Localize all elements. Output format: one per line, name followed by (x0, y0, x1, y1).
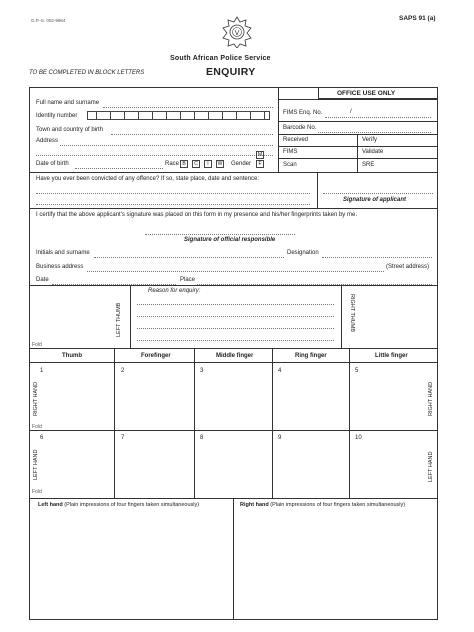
initials-surname-label: Initials and surname (36, 250, 90, 256)
gender-option-m[interactable]: M (257, 152, 263, 158)
finger-cell-4: 4 (278, 368, 282, 374)
barcode-label: Barcode No. (283, 125, 317, 131)
left-hand-impressions-label (38, 502, 199, 509)
verify-label: Verify (362, 137, 378, 143)
full-name-label: Full name and surname (36, 100, 100, 106)
gender-option-f[interactable]: F (256, 160, 264, 168)
signature-applicant-label: Signature of applicant (343, 197, 407, 203)
fold-label-bottom: Fold (32, 489, 42, 495)
finger-header-thumb: Thumb (62, 353, 82, 359)
certification-statement: I certify that the above applicant's signature was placed on this form in my presence and his/her fingerprints taken by me. (36, 212, 357, 218)
left-hand-label-left: LEFT HAND (33, 449, 39, 480)
fold-label-top: Fold (32, 342, 42, 348)
race-option-w[interactable]: W (217, 161, 223, 167)
right-hand-impressions-label (240, 502, 405, 509)
fims-enq-label: FIMS Enq. No. (283, 110, 323, 116)
date-label: Date (36, 277, 49, 283)
reason-label: Reason for enquiry: (148, 288, 201, 294)
finger-cell-7: 7 (121, 435, 125, 441)
right-hand-impressions-bold: Right hand (240, 502, 269, 508)
sre-label: SRE (362, 162, 375, 168)
finger-cell-2: 2 (121, 368, 125, 374)
right-hand-label-right: RIGHT HAND (428, 381, 434, 416)
left-hand-impressions-note: (Plain impressions of four fingers taken simultaneously) (64, 502, 200, 508)
fims-enq-slash: / (350, 109, 352, 115)
finger-header-middle: Middle finger (216, 353, 254, 359)
saps-emblem-icon (222, 16, 252, 48)
left-thumb-label: LEFT THUMB (116, 302, 122, 337)
left-hand-impressions-bold: Left hand (38, 502, 63, 508)
signature-official-label: Signature of official responsible (184, 237, 276, 243)
race-label: Race (165, 161, 180, 167)
street-address-label: (Street address) (386, 264, 430, 270)
town-country-label: Town and country of birth (36, 127, 104, 133)
finger-cell-9: 9 (278, 435, 282, 441)
conviction-question: Have you ever been convicted of any offence? If so, state place, date and sentence: (36, 176, 260, 182)
fims-label: FIMS (283, 149, 298, 155)
business-address-label: Business address (36, 264, 84, 270)
address-label: Address (36, 138, 59, 144)
finger-cell-6: 6 (40, 435, 44, 441)
finger-cell-3: 3 (200, 368, 204, 374)
finger-header-ring: Ring finger (295, 353, 327, 359)
finger-cell-10: 10 (355, 435, 362, 441)
form-title: ENQUIRY (206, 66, 256, 78)
left-hand-label-right: LEFT HAND (428, 451, 434, 482)
finger-cell-1: 1 (40, 368, 44, 374)
right-thumb-label: RIGHT THUMB (349, 294, 355, 332)
finger-header-forefinger: Forefinger (141, 353, 171, 359)
fold-label-mid: Fold (32, 424, 42, 430)
form-number: SAPS 91 (a) (399, 15, 436, 22)
finger-cell-8: 8 (200, 435, 204, 441)
received-label: Received (283, 137, 309, 143)
race-option-b[interactable]: B (180, 160, 188, 168)
finger-cell-5: 5 (355, 368, 359, 374)
identity-number-field[interactable] (87, 111, 270, 120)
form-code: G.P.-S. 002-9964 (31, 18, 66, 23)
designation-label: Designation (287, 250, 319, 256)
date-of-birth-label: Date of birth (36, 161, 69, 167)
place-label: Place (180, 277, 196, 283)
race-option-c[interactable]: C (192, 160, 200, 168)
right-hand-impressions-note: (Plain impressions of four fingers taken simultaneously) (270, 502, 406, 508)
block-letters-note: TO BE COMPLETED IN BLOCK LETTERS (29, 70, 145, 76)
validate-label: Validate (362, 149, 384, 155)
finger-header-little: Little finger (375, 353, 408, 359)
office-use-title: OFFICE USE ONLY (337, 90, 396, 97)
race-option-i[interactable]: I (204, 160, 212, 168)
right-hand-label-left: RIGHT HAND (33, 381, 39, 416)
organisation-name: South African Police Service (170, 55, 271, 62)
gender-label: Gender (231, 161, 252, 167)
scan-label: Scan (283, 162, 297, 168)
identity-number-label: Identity number (36, 113, 78, 119)
